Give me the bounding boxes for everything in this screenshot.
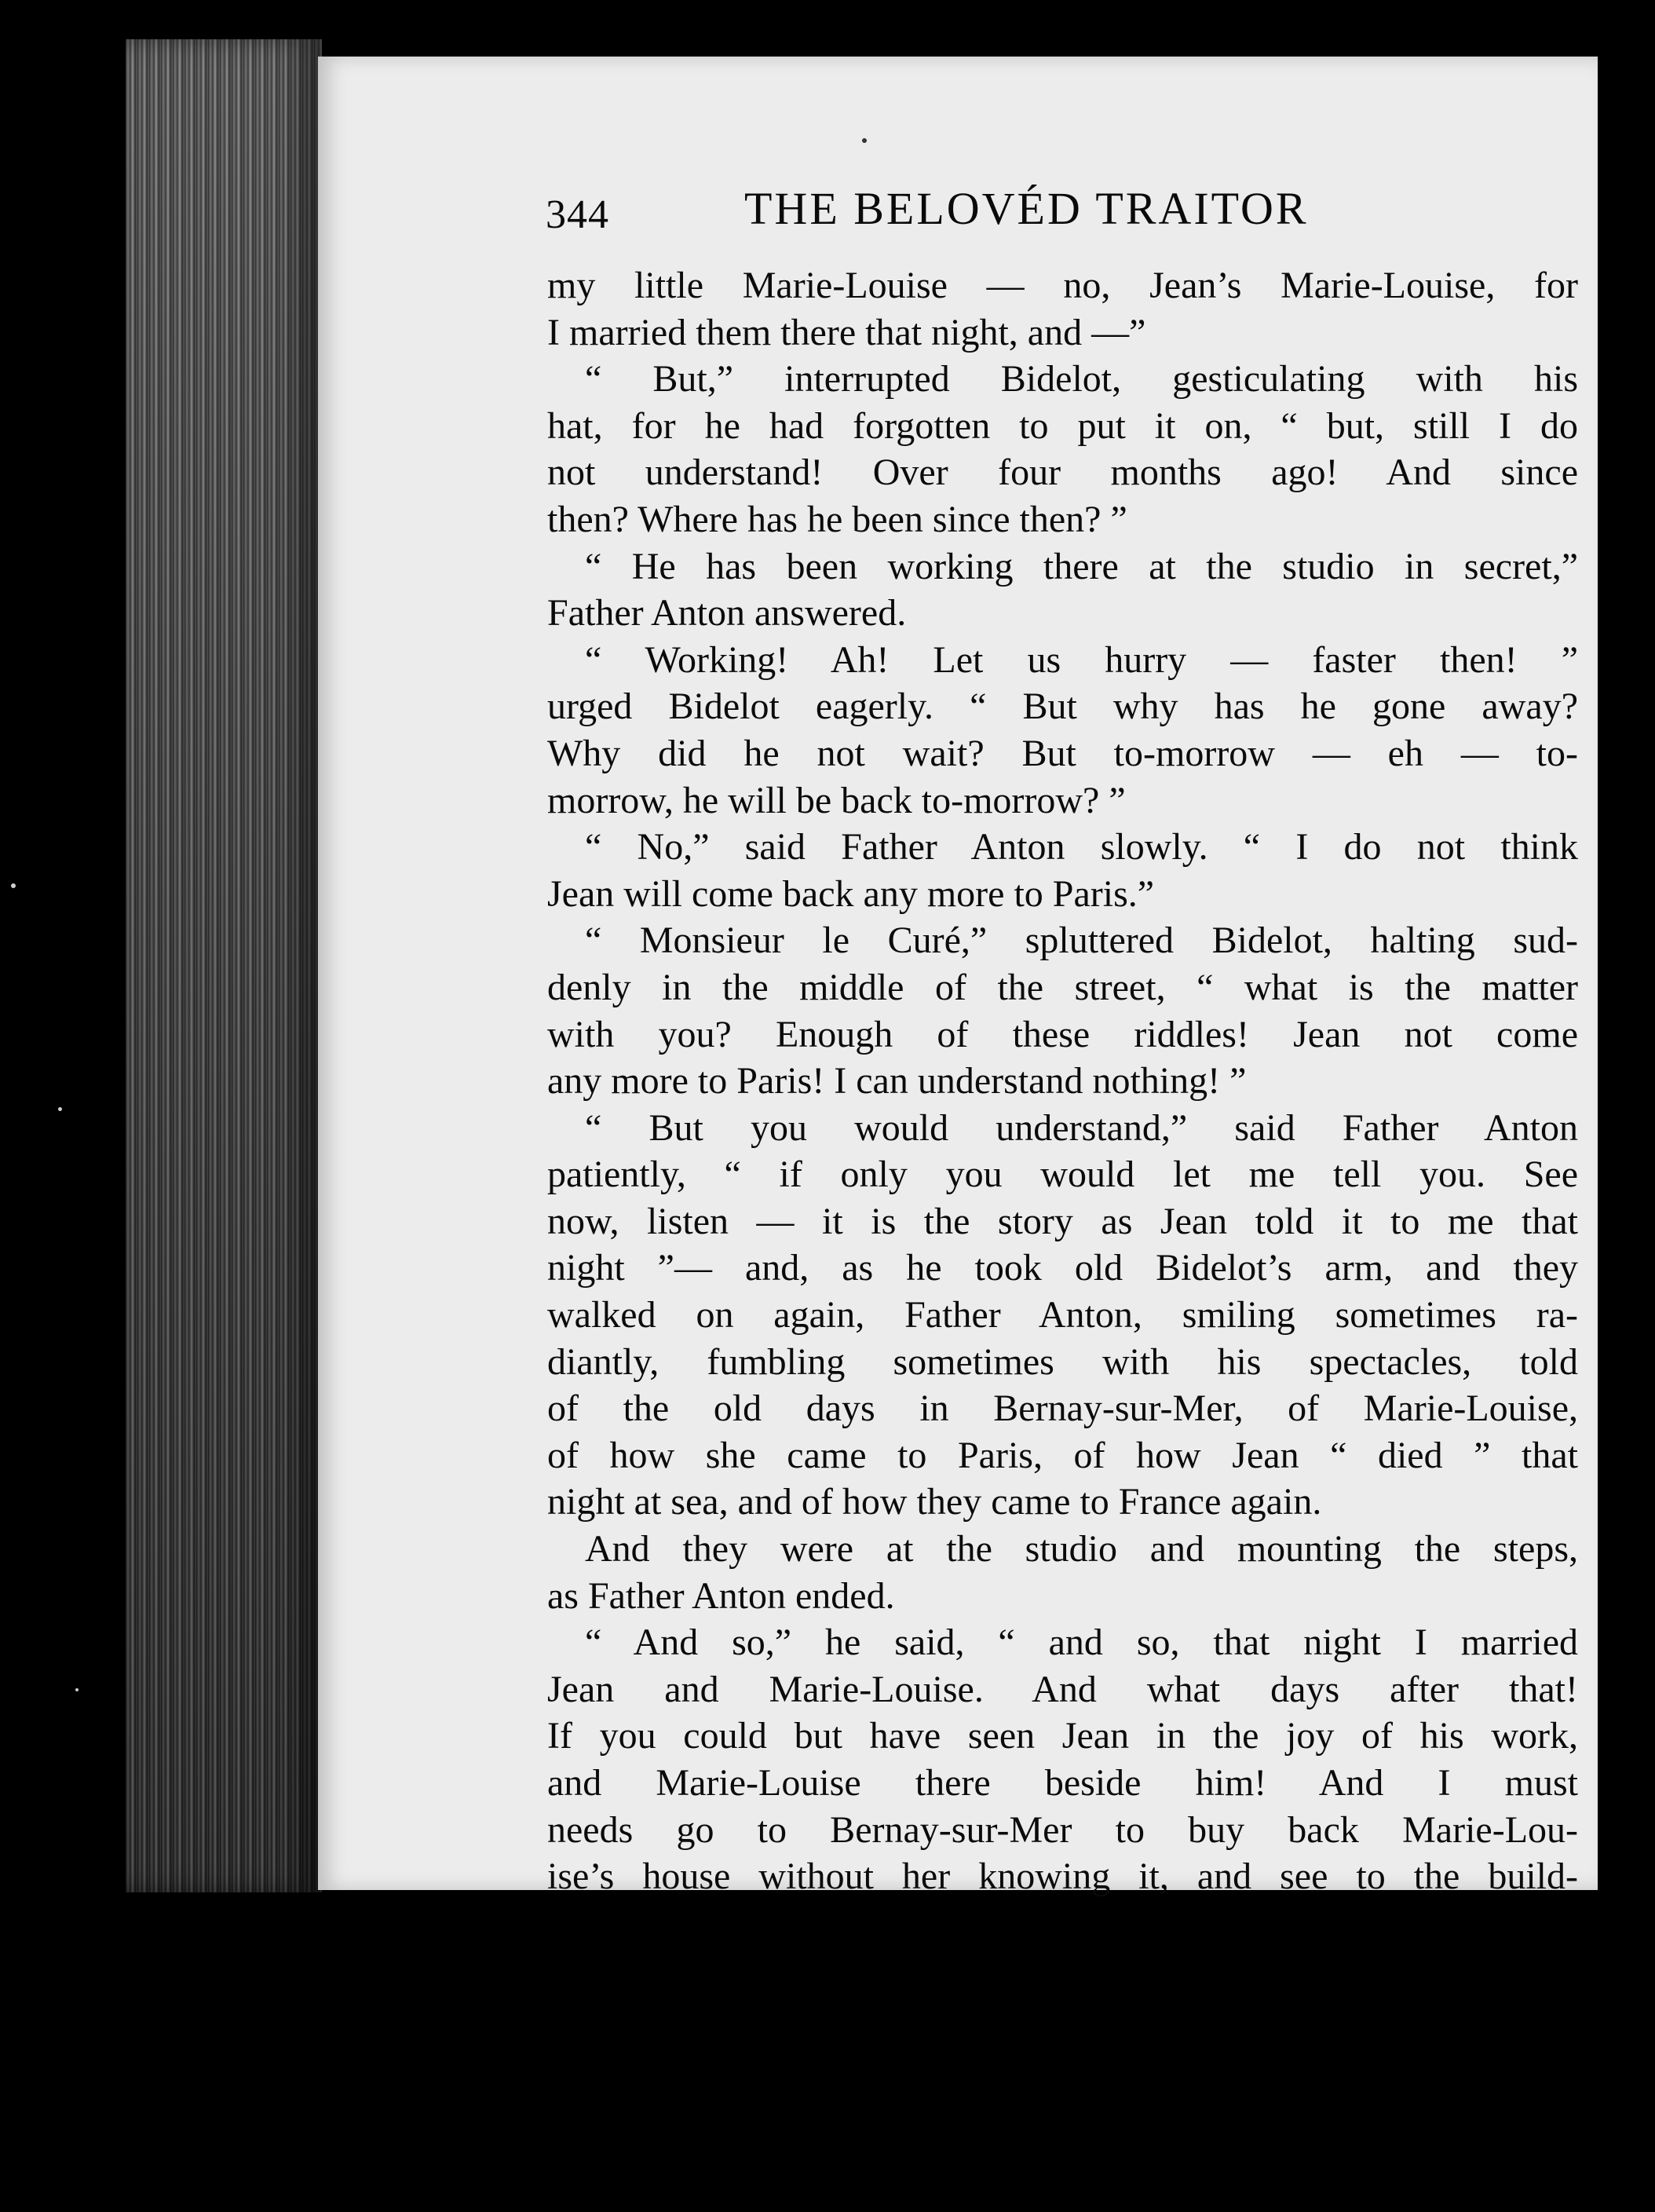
running-title: THE BELOVÉD TRAITOR [744, 183, 1309, 234]
text-line: patiently, “ if only you would let me tell you. See [547, 1154, 1578, 1196]
text-line: Jean will come back any more to Paris.” [547, 872, 1155, 915]
ink-speck [11, 883, 16, 888]
text-line: “ But you would understand,” said Father Anton [585, 1106, 1578, 1149]
text-line: with you? Enough of these riddles! Jean not come [547, 1013, 1578, 1055]
text-line: “ Monsieur le Curé,” spluttered Bidelot, halting sud- [585, 920, 1578, 962]
text-line: Jean and Marie-Louise. And what days after that! [547, 1668, 1578, 1710]
text-line: of the old days in Bernay-sur-Mer, of Marie-Louise, [547, 1388, 1578, 1430]
text-line: now, listen — it is the story as Jean told it to me that [547, 1200, 1578, 1242]
text-line: and Marie-Louise there beside him! And I must [547, 1762, 1578, 1804]
text-line: Father Anton answered. [547, 592, 907, 634]
text-line: “ And so,” he said, “ and so, that night I married [585, 1622, 1578, 1664]
text-line: needs go to Bernay-sur-Mer to buy back Marie-Lou- [547, 1808, 1578, 1851]
text-line: urged Bidelot eagerly. “ But why has he gone away? [547, 686, 1578, 728]
text-line: of how she came to Paris, of how Jean “ died ” that [547, 1434, 1578, 1476]
text-line: “ Working! Ah! Let us hurry — faster then! ” [585, 638, 1578, 681]
text-line: then? Where has he been since then? ” [547, 498, 1127, 540]
text-line: If you could but have seen Jean in the joy of his work, [547, 1715, 1578, 1757]
text-line: “ He has been working there at the studio in secret,” [585, 545, 1578, 587]
text-line: hat, for he had forgotten to put it on, “ but, still I do [547, 404, 1578, 447]
ink-speck [862, 138, 867, 143]
ink-speck [58, 1107, 62, 1111]
body-text [547, 262, 1578, 1900]
text-line: morrow, he will be back to-morrow? ” [547, 779, 1126, 821]
text-line: any more to Paris! I can understand nothing! ” [547, 1060, 1247, 1102]
text-line: walked on again, Father Anton, smiling sometimes ra- [547, 1294, 1578, 1336]
text-line: And they were at the studio and mounting the steps, [585, 1528, 1578, 1570]
text-line: I married them there that night, and —” [547, 311, 1146, 353]
book-page-edges [126, 39, 322, 1892]
text-line: my little Marie-Louise — no, Jean’s Marie-Louise, for [547, 265, 1578, 306]
text-line: ise’s house without her knowing it, and see to the build- [547, 1856, 1578, 1898]
text-line: night at sea, and of how they came to France again. [547, 1481, 1322, 1523]
text-line: denly in the middle of the street, “ what is the matter [547, 966, 1578, 1008]
text-line: night ”— and, as he took old Bidelot’s arm, and they [547, 1247, 1578, 1289]
text-line: diantly, fumbling sometimes with his spectacles, told [547, 1340, 1578, 1383]
book-page [318, 57, 1598, 1898]
text-line: as Father Anton ended. [547, 1574, 895, 1617]
text-line: “ No,” said Father Anton slowly. “ I do not think [585, 826, 1578, 868]
text-line: “ But,” interrupted Bidelot, gesticulating with his [585, 358, 1578, 400]
page-number: 344 [546, 192, 609, 237]
text-line: not understand! Over four months ago! And since [547, 452, 1578, 494]
page-header [546, 182, 1566, 253]
text-line: Why did he not wait? But to-morrow — eh — to- [547, 732, 1578, 774]
ink-speck [75, 1688, 79, 1691]
